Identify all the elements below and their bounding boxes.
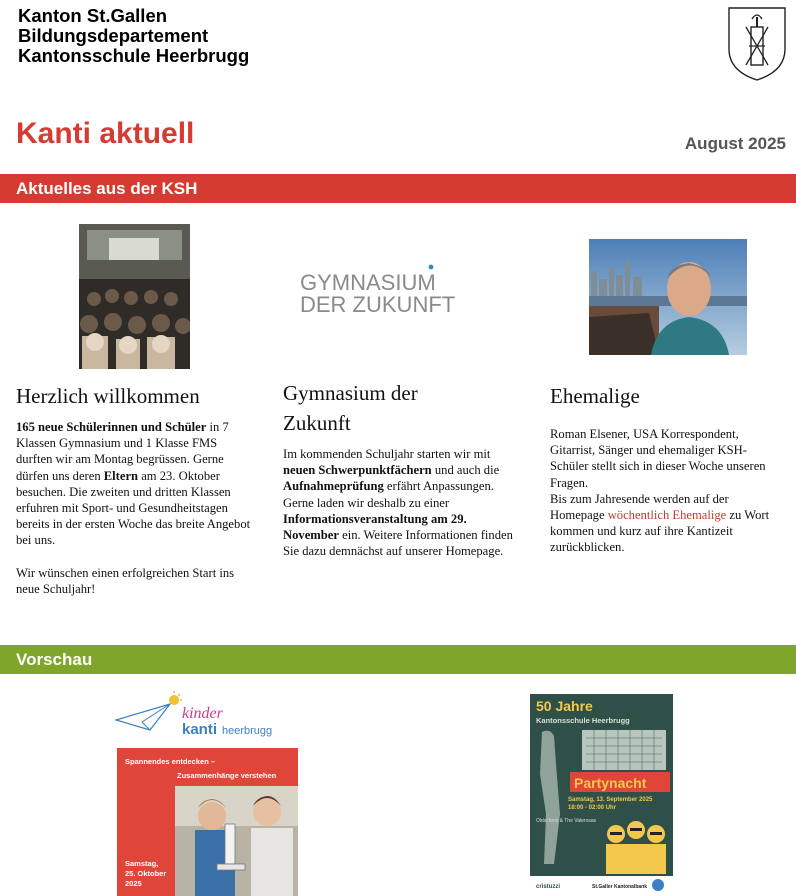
new-students-highlight: 165 neue Schülerinnen und Schüler	[16, 420, 207, 434]
flyer-date-line1: Samstag,	[125, 859, 159, 868]
sun-icon	[169, 695, 179, 705]
poster-time: 18:00 - 02:00 Uhr	[568, 805, 617, 811]
poster-sponsor-sgkb: St.Galler Kantonalbank	[592, 884, 648, 890]
parents-highlight: Eltern	[103, 468, 139, 483]
logo-line-zukunft: DER ZUKUNFT	[300, 292, 456, 317]
issue-date: August 2025	[684, 134, 786, 153]
weekly-alumni-link[interactable]: wöchentlich Ehemalige	[607, 508, 727, 523]
auditorium-photo[interactable]	[79, 224, 190, 369]
poster-event: Partynacht	[574, 775, 647, 791]
poster-subtitle: Kantonsschule Heerbrugg	[536, 716, 630, 725]
logo-dot-icon	[429, 265, 434, 270]
flyer-banner-line1: Spannendes entdecken –	[125, 757, 216, 766]
info-event-highlight: Informationsveranstaltung am 29. November	[283, 511, 467, 543]
sponsor-logo-icon	[652, 879, 664, 891]
logo-line-gymnasium: GYMNASIUM	[300, 270, 436, 295]
gym-text-part: erfährt Anpassungen. Gerne laden wir deshalb zu einer	[283, 479, 494, 510]
kinderkanti-flyer[interactable]	[117, 748, 298, 896]
welcome-sentence: in 7 Klassen Gymnasium und 1 Klasse FMS durften wir am Montag begrüssen. Gerne dürfen uns deren	[16, 420, 229, 483]
alumni-title: Ehemalige	[550, 384, 640, 408]
microscope-icon	[225, 824, 235, 864]
gym-text-part: ein. Weitere Informationen finden Sie dazu demnächst auf unserer Homepage.	[283, 528, 513, 559]
st-gallen-crest-icon	[726, 5, 788, 83]
gym-text-part: und auch die	[431, 463, 500, 478]
poster-sponsor-cristuzzi: cristuzzi	[536, 884, 561, 890]
org-department: Bildungsdepartement	[18, 25, 209, 46]
logo-kinder: kinder	[182, 705, 223, 722]
alumni-intro: Roman Elsener, USA Korrespondent, Gitarrist, Sänger und ehemaliger KSH-Schüler stellt sich in dieser Woche unseren Fragen.	[550, 427, 766, 490]
poster-band: Oldschool & The Valerosas	[536, 818, 597, 824]
poster-title: 50 Jahre	[536, 698, 593, 714]
gym-text-part: Im kommenden Schuljahr starten wir mit	[283, 447, 491, 461]
logo-heerbrugg: heerbrugg	[222, 725, 273, 737]
logo-kanti: kanti	[182, 721, 218, 738]
org-school: Kantonsschule Heerbrugg	[18, 45, 250, 66]
org-canton: Kanton St.Gallen	[18, 5, 168, 26]
welcome-sentence-rest: am 23. Oktober besuchen. Die zweiten und dritten Klassen erfuhren mit Sport- und Gesundheitstagen bereits in der ersten Woche das breite Angebot bei uns.	[16, 468, 251, 548]
alumni-text-part: Bis zum Jahresende werden auf der Homepage	[550, 491, 729, 523]
welcome-text	[16, 419, 254, 597]
entrance-exam-highlight: Aufnahmeprüfung	[283, 479, 384, 494]
welcome-closing: Wir wünschen einen erfolgreichen Start ins neue Schuljahr!	[16, 565, 235, 596]
flyer-date-line2: 25. Oktober	[125, 869, 167, 878]
section-heading-news: Aktuelles aus der KSH	[0, 174, 796, 203]
alumni-text-part: zu Wort kommen und kurz auf ihre Kantizeit zurückblicken.	[550, 508, 770, 555]
flyer-date-line3: 2025	[125, 879, 142, 888]
welcome-title: Herzlich willkommen	[16, 384, 200, 408]
new-focus-subjects-highlight: neuen Schwerpunktfächern	[283, 463, 432, 478]
gymnasium-der-zukunft-logo[interactable]	[300, 262, 492, 318]
page-title: Kanti aktuell	[16, 117, 195, 150]
poster-date: Samstag, 13. September 2025	[568, 797, 653, 803]
gymnasium-title: Gymnasium der Zukunft	[283, 381, 418, 435]
alumni-portrait-photo[interactable]	[589, 239, 747, 355]
gymnasium-text	[283, 446, 521, 559]
anniversary-party-poster[interactable]	[530, 694, 673, 896]
kinderkanti-logo[interactable]	[112, 690, 290, 742]
section-heading-preview: Vorschau	[0, 645, 796, 674]
paper-plane-icon	[116, 704, 170, 730]
flyer-banner-line2: Zusammenhänge verstehen	[177, 771, 277, 780]
organization-header	[18, 6, 249, 66]
alumni-text	[550, 426, 778, 556]
